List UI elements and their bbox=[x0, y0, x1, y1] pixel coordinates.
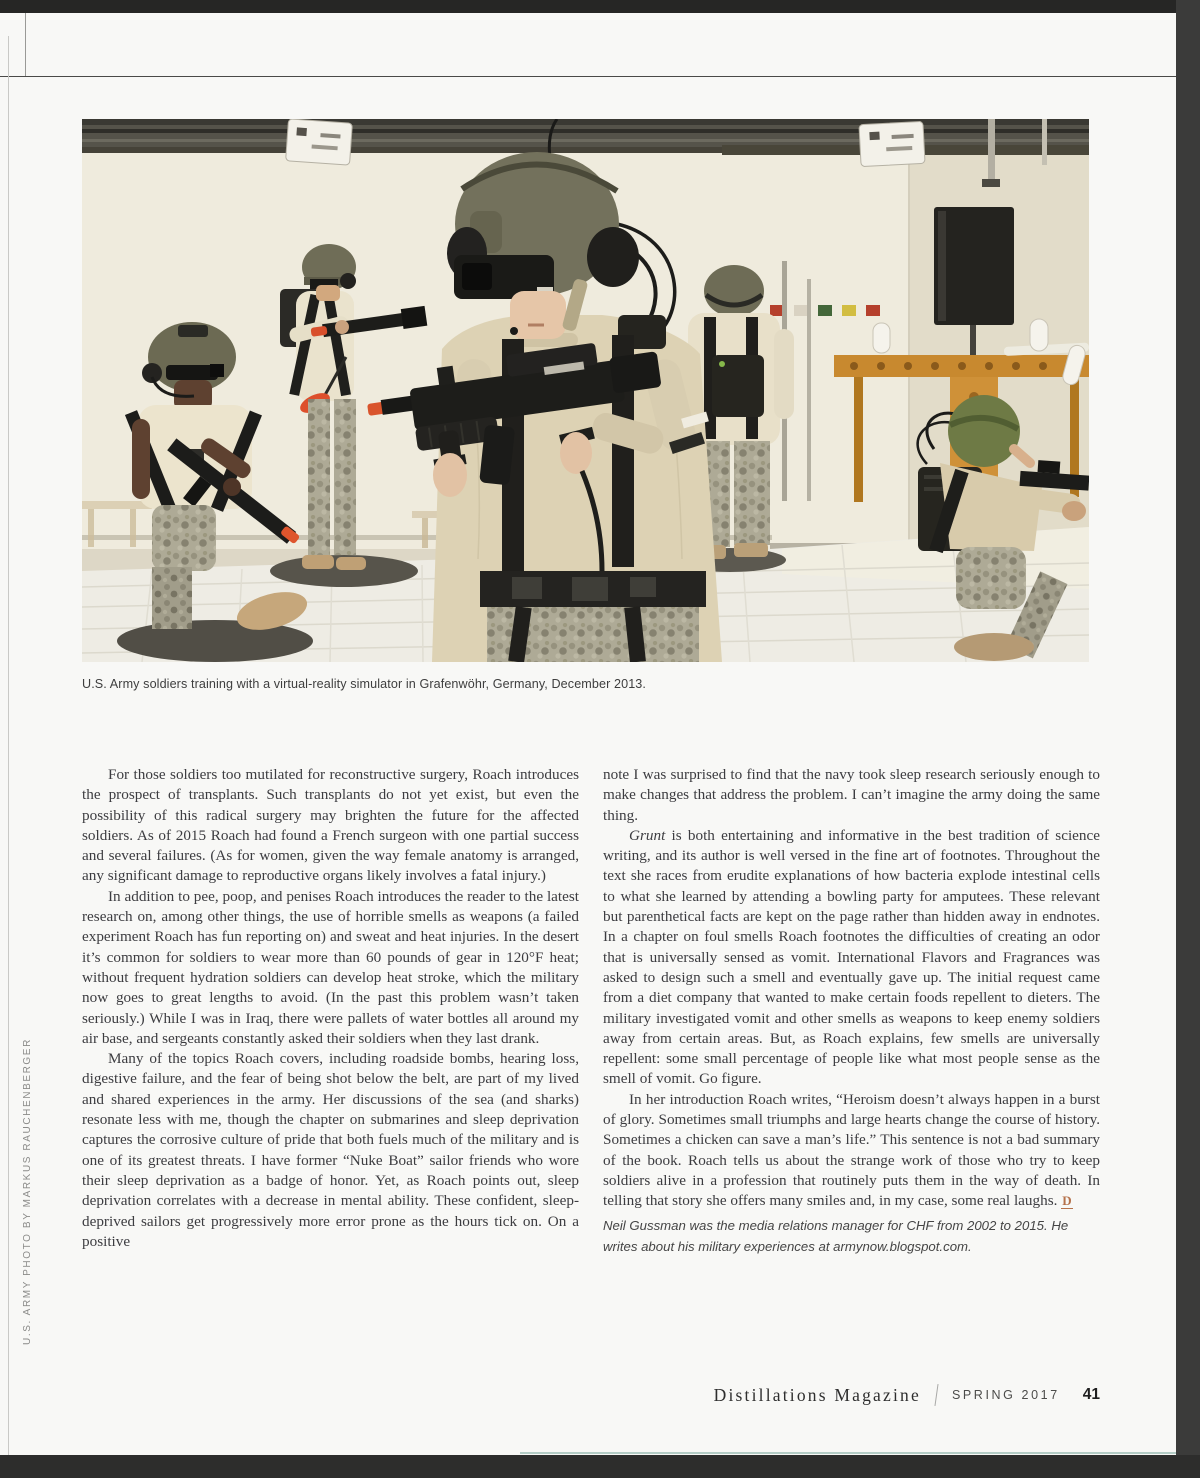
training-pad bbox=[117, 620, 313, 662]
end-mark: D bbox=[1062, 1193, 1072, 1209]
page-footer bbox=[714, 1384, 1100, 1406]
page-fold-line bbox=[8, 36, 9, 1455]
author-bio: Neil Gussman was the media relations manager for CHF from 2002 to 2015. He writes about his military experiences at armynow.blogspot.com. bbox=[603, 1217, 1069, 1254]
paragraph: For those soldiers too mutilated for reconstructive surgery, Roach introduces the prospect of transplants. Such transplants do not yet exist, but even the possibility of this radical surgery may brighten the future for the affected soldiers. As of 2015 Roach had found a French surgeon with one partial success and several failures. (As for women, given the way female anatomy is arranged, any significant damage to reproductive organs likely involves a fatal injury.) bbox=[82, 766, 579, 885]
footer-divider bbox=[934, 1384, 938, 1406]
photo-caption: U.S. Army soldiers training with a virtual-reality simulator in Grafenwöhr, Germany, December 2013. bbox=[82, 677, 646, 691]
book-title: Grunt bbox=[629, 826, 666, 844]
page-bottom-edge-highlight bbox=[520, 1452, 1176, 1454]
paragraph: In addition to pee, poop, and penises Roach introduces the reader to the latest research on, among other things, the use of horrible smells as weapons (a failed experiment Roach has fun reporting on) and sweat and heat injuries. In the desert it’s common for soldiers to wear more than 60 pounds of gear in 120°F heat; without frequent hydration soldiers can develop heat stroke, which the military now goes to great lengths to avoid. (In the past this problem wasn’t taken seriously.) While I was in Iraq, there were pallets of water bottles all around my air base, and sergeants constantly asked their soldiers when they last drank. bbox=[82, 887, 579, 1047]
page-number: 41 bbox=[1082, 1386, 1100, 1403]
scan-edge-bottom bbox=[0, 1455, 1200, 1478]
header-rule bbox=[0, 76, 1176, 77]
paragraph bbox=[603, 826, 1100, 1090]
paragraph: note I was surprised to find that the navy took sleep research seriously enough to make changes that address the problem. I can’t imagine the army doing the same thing. bbox=[603, 766, 1100, 824]
paragraph bbox=[603, 1090, 1100, 1212]
left-column bbox=[82, 765, 579, 1257]
issue-season: SPRING 2017 bbox=[951, 1388, 1060, 1402]
page-fold-line-short bbox=[25, 13, 26, 76]
scan-edge-top bbox=[0, 0, 1200, 13]
article-photo bbox=[82, 119, 1089, 662]
ceiling-device-right bbox=[859, 121, 925, 166]
scan-edge-right bbox=[1176, 0, 1200, 1478]
magazine-title: Distillations Magazine bbox=[713, 1384, 921, 1405]
photo-credit-vertical: U.S. ARMY PHOTO BY MARKUS RAUCHENBERGER bbox=[22, 1038, 33, 1345]
photo-illustration bbox=[82, 119, 1089, 662]
article-body bbox=[82, 765, 1101, 1257]
paragraph-text: is both entertaining and informative in the best tradition of science writing, and its author is well versed in the fine art of footnotes. Throughout the text she races from erudite explanations of how bacteria explode intestinal cells to what she learned by attending a bowling party for amputees. These relevant but parenthetical facts are kept on the page rather than hidden away in endnotes. In a chapter on foul smells Roach footnotes the difficulties of creating an odor that is universally sensed as vomit. International Flavors and Fragrances was asked to design such a smell and eventually gave up. The initial request came from a diet company that wanted to make certain foods repellent to dieters. The military investigated vomit and other smells as weapons to keep enemy soldiers away from certain areas. But, as Roach explains, few smells are universally repellent: some small percentage of people like what most people sense as the smell of vomit. Go figure. bbox=[603, 826, 1100, 1088]
right-column bbox=[603, 765, 1100, 1257]
ceiling-device-left bbox=[286, 119, 353, 165]
paragraph-text: In her introduction Roach writes, “Heroism doesn’t always happen in a burst of glory. Sometimes small triumphs and large hearts change the course of history. Sometimes a chicken can save a man’s life.” This sentence is not a bad summary of the book. Roach tells us about the strange work of those who try to keep soldiers alive in a profession that routinely puts them in the way of death. In telling that story she offers many smiles and, in my case, some real laughs. bbox=[603, 1090, 1100, 1210]
paragraph: Many of the topics Roach covers, including roadside bombs, hearing loss, digestive failure, and the fear of being shot below the belt, are part of my lived and shared experiences in the army. Her discussions of the sea (and sharks) resonate less with me, though the chapter on submarines and sleep deprivation captures the corrosive culture of pride that both fuels much of the military and is one of its greatest threats. I have former “Nuke Boat” sailor friends who wore their sleep deprivation as a badge of honor. Yet, as Roach points out, sleep deprivation correlates with a decrease in mental ability. These confident, sleep-deprived sailors get progressively more error prone as the hours tick on. On a positive bbox=[82, 1050, 579, 1250]
